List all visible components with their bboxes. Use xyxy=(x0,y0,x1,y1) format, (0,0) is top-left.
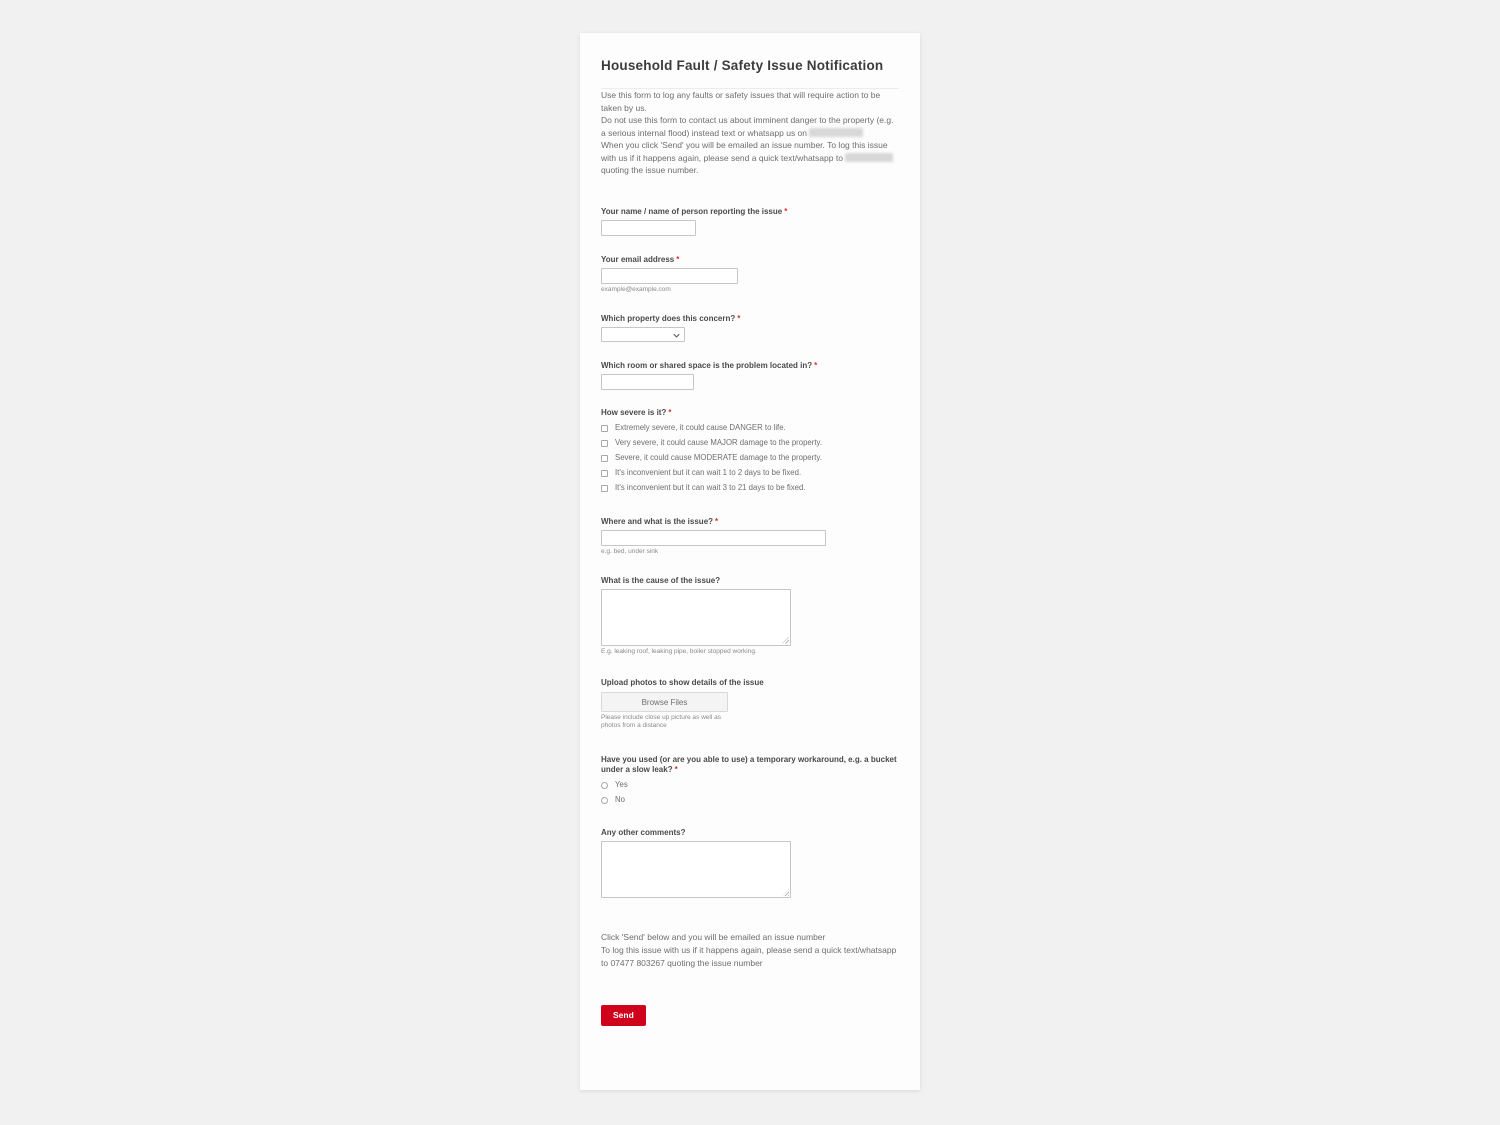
severity-option-label: Extremely severe, it could cause DANGER to life. xyxy=(615,423,786,432)
resize-handle-icon[interactable] xyxy=(782,889,789,896)
footer-note-1: Click 'Send' below and you will be emailed an issue number xyxy=(601,932,826,942)
severity-option-row xyxy=(601,468,899,478)
footer-note-2: To log this issue with us if it happens again, please send a quick text/whatsapp to 07477 803267 quoting the issue number xyxy=(601,945,897,968)
intro-paragraph-2-text: Do not use this form to contact us about imminent danger to the property (e.g. a serious internal flood) instead text or whatsapp us on xyxy=(601,115,894,138)
severity-option-row xyxy=(601,438,899,448)
upload-helper-text: Please include close up picture as well as photos from a distance xyxy=(601,714,721,729)
workaround-option-label: Yes xyxy=(615,780,628,789)
intro-paragraph-3-text-before: When you click 'Send' you will be emailed an issue number. To log this issue with us if it happens again, please send a quick text/whatsapp to xyxy=(601,140,888,163)
resize-handle-icon[interactable] xyxy=(782,637,789,644)
email-input[interactable] xyxy=(601,268,738,284)
required-asterisk: * xyxy=(674,765,678,774)
cause-field-label: What is the cause of the issue? xyxy=(601,575,721,585)
severity-checkbox-major-damage[interactable] xyxy=(601,440,608,447)
required-asterisk: * xyxy=(737,314,741,323)
cause-textarea[interactable] xyxy=(601,589,791,646)
intro-paragraph-3 xyxy=(601,139,899,177)
severity-checkbox-wait-1-2-days[interactable] xyxy=(601,470,608,477)
required-asterisk: * xyxy=(676,254,680,264)
form-card xyxy=(580,33,920,1090)
redacted-phone-number xyxy=(809,128,863,137)
workaround-radio-yes[interactable] xyxy=(601,782,608,789)
intro-paragraph-3-text-after: quoting the issue number. xyxy=(601,165,699,175)
severity-checkbox-danger-to-life[interactable] xyxy=(601,425,608,432)
severity-option-label: It's inconvenient but it can wait 3 to 21 days to be fixed. xyxy=(615,483,806,492)
severity-option-row xyxy=(601,453,899,463)
workaround-option-label: No xyxy=(615,795,625,804)
redacted-phone-number xyxy=(845,153,893,162)
workaround-radio-no[interactable] xyxy=(601,797,608,804)
required-asterisk: * xyxy=(668,408,672,417)
comments-field-label: Any other comments? xyxy=(601,828,686,837)
severity-option-label: Severe, it could cause MODERATE damage to the property. xyxy=(615,453,822,462)
room-input[interactable] xyxy=(601,374,694,390)
name-input[interactable] xyxy=(601,220,696,236)
severity-option-label: It's inconvenient but it can wait 1 to 2 days to be fixed. xyxy=(615,468,802,477)
email-helper-text: example@example.com xyxy=(601,285,671,293)
intro-paragraph-2 xyxy=(601,114,899,139)
send-button[interactable]: Send xyxy=(601,1005,646,1026)
intro-paragraph-1: Use this form to log any faults or safety issues that will require action to be taken by us. xyxy=(601,90,881,113)
comments-textarea[interactable] xyxy=(601,841,791,898)
severity-field-label: How severe is it? * xyxy=(601,408,672,417)
required-asterisk: * xyxy=(715,517,719,526)
name-field-label: Your name / name of person reporting the issue * xyxy=(601,206,788,216)
upload-field-label: Upload photos to show details of the issue xyxy=(601,678,764,687)
email-field-label: Your email address * xyxy=(601,254,680,264)
workaround-option-row xyxy=(601,780,899,790)
severity-checkbox-moderate-damage[interactable] xyxy=(601,455,608,462)
severity-option-row xyxy=(601,423,899,433)
chevron-down-icon xyxy=(673,332,680,339)
severity-checkbox-wait-3-21-days[interactable] xyxy=(601,485,608,492)
workaround-field-label: Have you used (or are you able to use) a temporary workaround, e.g. a bucket under a slow leak? * xyxy=(601,755,897,774)
severity-option-label: Very severe, it could cause MAJOR damage to the property. xyxy=(615,438,823,447)
issue-field-label: Where and what is the issue? * xyxy=(601,517,719,526)
severity-option-row xyxy=(601,483,899,493)
form-title: Household Fault / Safety Issue Notification xyxy=(601,58,884,73)
issue-helper-text: e.g. bed, under sink xyxy=(601,548,659,555)
required-asterisk: * xyxy=(784,206,788,216)
required-asterisk: * xyxy=(814,361,818,370)
room-field-label: Which room or shared space is the problem located in? * xyxy=(601,361,818,370)
workaround-option-row xyxy=(601,795,899,805)
property-select[interactable] xyxy=(601,327,685,342)
property-field-label: Which property does this concern? * xyxy=(601,314,741,323)
cause-helper-text: E.g. leaking roof, leaking pipe, boiler stopped working. xyxy=(601,647,757,655)
issue-input[interactable] xyxy=(601,530,826,546)
browse-files-button[interactable]: Browse Files xyxy=(601,692,728,712)
